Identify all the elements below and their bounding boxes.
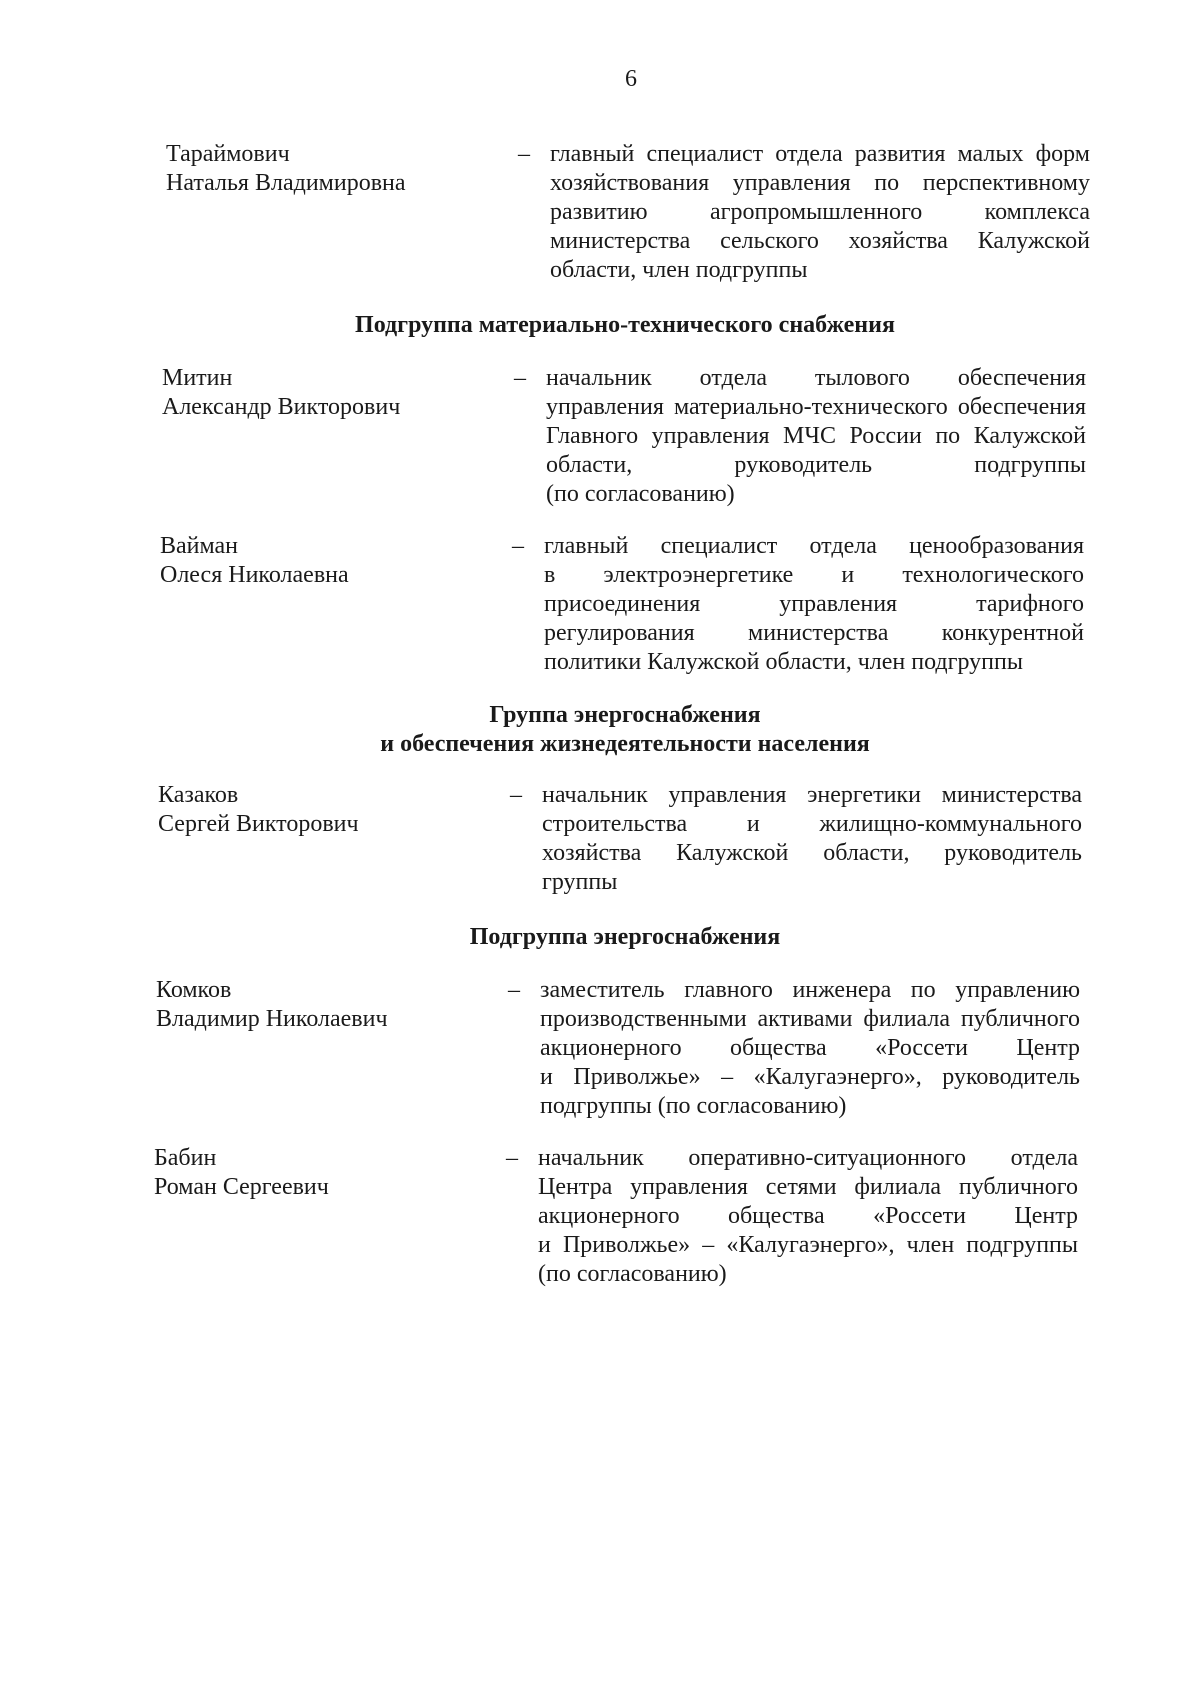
position-line: строительства и жилищно-коммунального [542, 811, 1082, 837]
member-given-name: Наталья Владимировна [166, 170, 406, 196]
group-heading-line: Группа энергоснабжения [489, 702, 761, 728]
member-position [544, 532, 1084, 677]
section-heading: Подгруппа материально-технического снабжения [355, 312, 895, 338]
dash-separator: – [510, 782, 522, 808]
position-line: акционерного общества «Россети Центр [538, 1203, 1078, 1229]
dash-separator: – [518, 141, 530, 167]
member-position [540, 976, 1080, 1121]
position-line: хозяйствования управления по перспективному [550, 170, 1090, 196]
member-given-name: Владимир Николаевич [156, 1006, 388, 1032]
dash-separator: – [508, 977, 520, 1003]
page-number: 6 [625, 66, 637, 92]
position-line: начальник управления энергетики министерства [542, 782, 1082, 808]
member-given-name: Сергей Викторович [158, 811, 359, 837]
dash-separator: – [506, 1145, 518, 1171]
member-surname: Комков [156, 977, 232, 1003]
position-line: акционерного общества «Россети Центр [540, 1035, 1080, 1061]
member-given-name: Александр Викторович [162, 394, 401, 420]
position-line: главный специалист отдела ценообразования [544, 533, 1084, 559]
member-name [154, 1144, 484, 1202]
group-heading-line: и обеспечения жизнедеятельности населения [380, 731, 870, 757]
member-entry [154, 1144, 1084, 1294]
position-line: Главного управления МЧС России по Калужской [546, 423, 1086, 449]
position-line: Центра управления сетями филиала публичного [538, 1174, 1078, 1200]
position-line: развитию агропромышленного комплекса [550, 199, 1090, 225]
position-line: и Приволжье» – «Калугаэнерго», руководитель [540, 1064, 1080, 1090]
section-heading: Подгруппа энергоснабжения [469, 924, 781, 950]
dash-separator: – [512, 533, 524, 559]
position-line: области, руководитель подгруппы [546, 452, 1086, 478]
position-line: политики Калужской области, член подгруппы [544, 649, 1023, 675]
member-position [542, 781, 1082, 897]
member-entry [158, 781, 1088, 901]
position-line: области, член подгруппы [550, 257, 808, 283]
dash-separator: – [514, 365, 526, 391]
position-line: начальник оперативно-ситуационного отдела [538, 1145, 1078, 1171]
position-line: (по согласованию) [546, 481, 735, 507]
position-line: главный специалист отдела развития малых форм [550, 141, 1090, 167]
position-line: министерства сельского хозяйства Калужской [550, 228, 1090, 254]
group-heading [0, 701, 1200, 759]
position-line: заместитель главного инженера по управлению [540, 977, 1080, 1003]
position-line: присоединения управления тарифного [544, 591, 1084, 617]
member-name [162, 364, 492, 422]
position-line: управления материально-технического обеспечения [546, 394, 1086, 420]
member-entry [160, 532, 1090, 682]
position-line: и Приволжье» – «Калугаэнерго», член подгруппы [538, 1232, 1078, 1258]
member-given-name: Олеся Николаевна [160, 562, 349, 588]
member-position [546, 364, 1086, 509]
position-line: начальник отдела тылового обеспечения [546, 365, 1086, 391]
member-position [550, 140, 1090, 285]
member-name [160, 532, 490, 590]
member-surname: Вайман [160, 533, 239, 559]
position-line: производственными активами филиала публичного [540, 1006, 1080, 1032]
member-name [158, 781, 488, 839]
member-name [156, 976, 486, 1034]
position-line: регулирования министерства конкурентной [544, 620, 1084, 646]
member-entry [156, 976, 1086, 1126]
member-given-name: Роман Сергеевич [154, 1174, 329, 1200]
position-line: группы [542, 869, 618, 895]
member-surname: Митин [162, 365, 233, 391]
member-name [166, 140, 496, 198]
member-entry [162, 364, 1092, 514]
position-line: хозяйства Калужской области, руководитель [542, 840, 1082, 866]
member-surname: Бабин [154, 1145, 217, 1171]
member-surname: Казаков [158, 782, 239, 808]
position-line: подгруппы (по согласованию) [540, 1093, 847, 1119]
position-line: в электроэнергетике и технологического [544, 562, 1084, 588]
member-entry [166, 140, 1096, 290]
member-position [538, 1144, 1078, 1289]
member-surname: Тараймович [166, 141, 290, 167]
position-line: (по согласованию) [538, 1261, 727, 1287]
